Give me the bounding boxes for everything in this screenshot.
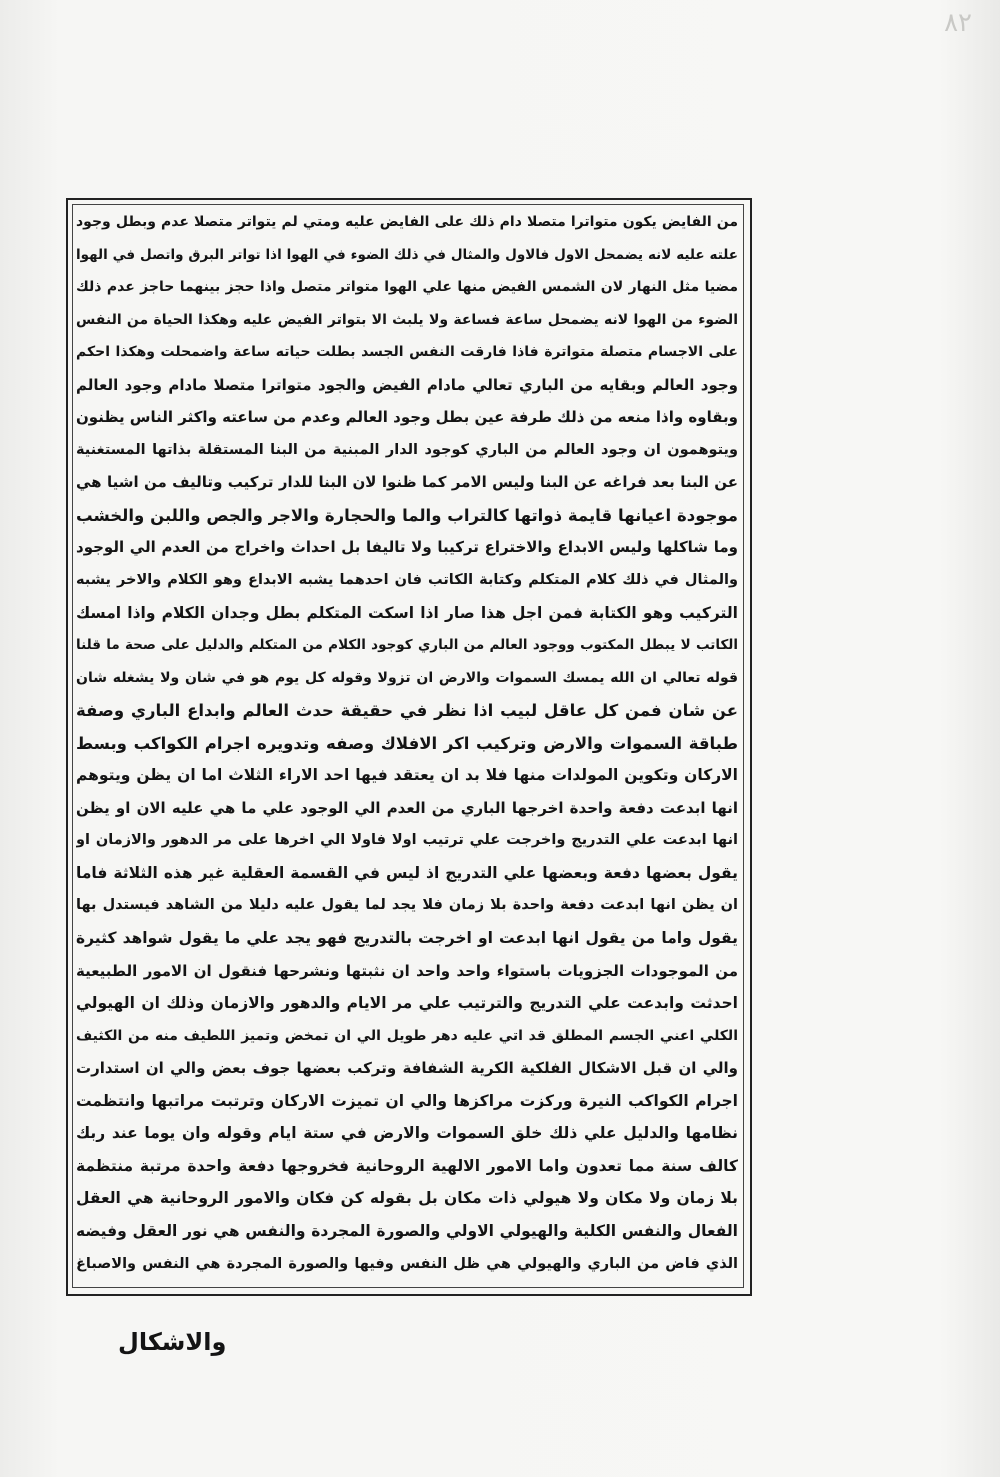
manuscript-line: والمثال في ذلك كلام المتكلم وكتابة الكاتب فان احدهما يشبه الابداع وهو الكلام والاخر يشبه (76, 572, 738, 589)
manuscript-line: كالف سنة مما تعدون واما الامور الالهية الروحانية فخروجها دفعة واحدة مرتبة منتظمة (76, 1156, 738, 1175)
manuscript-line: احدثت وابدعت علي التدريج والترتيب علي مر الايام والدهور والازمان وذلك ان الهيولي (76, 994, 738, 1013)
manuscript-line: مضيا مثل النهار لان الشمس الفيض منها علي الهوا متواتر متصل واذا حجز بينهما حاجز عدم ذلك (76, 279, 738, 296)
manuscript-line: انها ابدعت علي التدريج واخرجت علي ترتيب اولا فاولا الي اخرها على مر الدهور والازمان او (76, 832, 738, 849)
manuscript-line: على الاجسام متصلة متواترة فاذا فارقت النفس الجسد بطلت حياته ساعة واضمحلت وهكذا احكم (76, 344, 738, 361)
manuscript-line: الاركان وتكوين المولدات منها فلا بد ان يعتقد فيها احد الاراء الثلاث اما ان يظن ويتوهم (76, 766, 738, 785)
manuscript-line: انها ابدعت دفعة واحدة اخرجها الباري من العدم الي الوجود علي ما هي عليه الان او يظن (76, 798, 738, 817)
manuscript-line: يقول بعضها دفعة وبعضها علي التدريج اذ ليس في القسمة العقلية غير هذه الثلاثة فاما (76, 863, 738, 882)
manuscript-line: التركيب وهو الكتابة فمن اجل هذا صار اذا اسكت المتكلم بطل وجدان الكلام واذا امسك (76, 603, 738, 622)
manuscript-line: نظامها والدليل علي ذلك خلق السموات والارض في ستة ايام وقوله وان يوما عند ربك (76, 1124, 738, 1143)
manuscript-line: وما شاكلها وليس الابداع والاختراع تركيبا ولا تاليفا بل احداث واخراج من العدم الي الوجود (76, 538, 738, 557)
manuscript-line: الذي فاض من الباري والهيولي هي ظل النفس وفيها والصورة المجردة هي النفس والاصباغ (76, 1255, 738, 1272)
manuscript-line: بلا زمان ولا مكان ولا هيولي ذات مكان بل بقوله كن فكان والامور الروحانية هي العقل (76, 1189, 738, 1208)
manuscript-line: من الموجودات الجزويات باستواء واحد واحد ان نثبتها ونشرحها فنقول ان الامور الطبيعية (76, 961, 738, 980)
manuscript-line: علته عليه لانه يضمحل الاول فالاول والمثال في ذلك الضوء في الهوا اذا تواتر البرق واتصل في الهوا (76, 246, 738, 263)
manuscript-text-block (76, 206, 738, 1280)
manuscript-line: الكلي اعني الجسم المطلق قد اتي عليه دهر طويل الي ان تمخض وتميز اللطيف منه من الكثيف (76, 1027, 738, 1044)
manuscript-line: موجودة اعيانها قايمة ذواتها كالتراب والما والحجارة والاجر والجص واللبن والخشب (76, 505, 738, 525)
manuscript-line: عن البنا بعد فراغه عن البنا وليس الامر كما ظنوا لان البنا للدار تركيب وتاليف من اشيا هي (76, 473, 738, 492)
manuscript-line: وبقاوه واذا منعه من ذلك طرفة عين بطل وجود العالم وعدم من ساعته واكثر الناس يظنون (76, 408, 738, 427)
catchword: والاشكال (118, 1328, 227, 1356)
manuscript-line: عن شان فمن كل عاقل لبيب اذا نظر في حقيقة حدث العالم وابداع الباري وصفة (76, 701, 738, 721)
manuscript-line: الضوء من الهوا لانه يضمحل ساعة فساعة ولا يلبث الا بتواتر الفيض عليه وهكذا الحياة من النفس (76, 311, 738, 328)
manuscript-line: طباقة السموات والارض وتركيب اكر الافلاك وصفه وتدويره اجرام الكواكب وبسط (76, 733, 738, 753)
manuscript-line: اجرام الكواكب النيرة وركزت مراكزها والي ان تميزت الاركان وترتبت مراتبها وانتظمت (76, 1091, 738, 1110)
manuscript-line: من الفايض يكون متواترا متصلا دام ذلك على الفايض عليه ومتي لم يتواتر متصلا عدم وبطل وجود (76, 214, 738, 230)
manuscript-line: الكاتب لا يبطل المكتوب ووجود العالم من الباري كوجود الكلام من المتكلم والدليل على صحة ما قلنا (76, 637, 738, 654)
manuscript-line: ويتوهمون ان وجود العالم من الباري كوجود الدار المبنية من البنا المستقلة بذاتها المستغنية (76, 441, 738, 458)
manuscript-line: وجود العالم وبقايه من الباري تعالي مادام الفيض والجود متواترا متصلا مادام وجود العالم (76, 375, 738, 394)
folio-number: ٨٢ (944, 8, 972, 38)
manuscript-line: والي ان قبل الاشكال الفلكية الكرية الشفافة وتركب بعضها جوف بعض والي ان استدارت (76, 1059, 738, 1078)
manuscript-line: ان يظن انها ابدعت دفعة واحدة بلا زمان فلا يجد لما يقول عليه دليلا من الشاهد فيستدل بها (76, 897, 738, 914)
manuscript-line: الفعال والنفس الكلية والهيولي الاولي والصورة المجردة والنفس هي نور العقل وفيضه (76, 1221, 738, 1240)
manuscript-line: قوله تعالي ان الله يمسك السموات والارض ان تزولا وقوله كل يوم هو في شان ولا يشغله شان (76, 669, 738, 686)
manuscript-line: يقول واما من يقول انها ابدعت او اخرجت بالتدريج فهو يجد علي ما يقول شواهد كثيرة (76, 929, 738, 948)
